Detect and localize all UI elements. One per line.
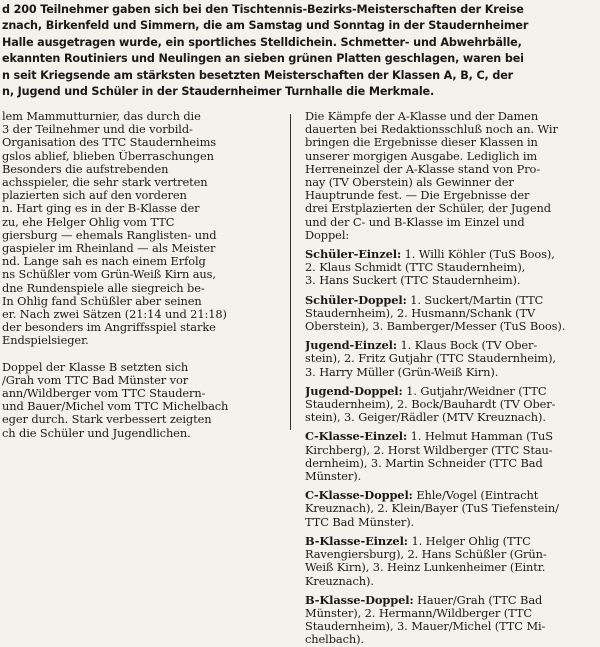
result-line [305, 575, 596, 588]
text-line: er. Nach zwei Sätzen (21:14 und 21:18) [2, 308, 227, 322]
result-block [305, 288, 596, 334]
result-text: dernheim), 3. Martin Schneider (TTC Bad [305, 456, 543, 470]
text-line: achsspieler, die sehr stark vertreten [2, 176, 208, 190]
result-block [305, 588, 596, 647]
result-text: stein), 3. Geiger/Rädler (MTV Kreuznach). [305, 411, 546, 425]
result-line [305, 516, 596, 529]
result-text: Staudernheim), 2. Husmann/Schank (TV [305, 306, 536, 320]
text-line: Endspielsieger. [2, 334, 89, 348]
text-line: ann/Wildberger vom TTC Staudern- [2, 387, 206, 401]
lead-paragraph [2, 2, 594, 100]
text-line: ns Schüßler vom Grün-Weiß Kirn aus, [2, 268, 216, 282]
result-line [305, 561, 596, 574]
result-line [305, 430, 596, 443]
text-line: zu, ehe Helger Ohlig vom TTC [2, 215, 175, 229]
text-line: und der C- und B-Klasse im Einzel und [305, 215, 525, 229]
result-line [305, 248, 596, 261]
result-text: Kreuznach), 2. Klein/Bayer (TuS Tiefenstein/ [305, 502, 559, 516]
result-line [305, 385, 596, 398]
text-line: Besonders die aufstrebenden [2, 162, 169, 176]
text-line: n. Hart ging es in der B-Klasse der [2, 202, 200, 216]
result-text: Münster), 2. Hermann/Wildberger (TTC [305, 606, 532, 620]
result-block [305, 529, 596, 588]
result-line [305, 307, 596, 320]
result-text: TTC Bad Münster). [305, 515, 415, 529]
text-line: Organisation des TTC Staudernheims [2, 136, 217, 150]
right-column [291, 110, 596, 647]
result-text: chelbach). [305, 633, 364, 647]
result-line [305, 548, 596, 561]
result-category: B-Klasse-Einzel: [305, 534, 408, 548]
result-line [305, 444, 596, 457]
lead-line: znach, Birkenfeld und Simmern, die am Samstag und Sonntag in der Staudernheimer [2, 19, 529, 33]
text-line: der besonders im Angriffsspiel starke [2, 321, 216, 335]
result-text: Ehle/Vogel (Eintracht [412, 489, 539, 503]
result-text: Ravengiersburg), 2. Hans Schüßler (Grün- [305, 548, 547, 562]
text-line: Doppel: [305, 228, 350, 242]
text-line: Hauptrunde fest. — Die Ergebnisse der [305, 189, 530, 203]
result-line [305, 366, 596, 379]
result-line [305, 320, 596, 333]
result-category: Schüler-Doppel: [305, 293, 407, 307]
lead-line: d 200 Teilnehmer gaben sich bei den Tischtennis-Bezirks-Meisterschaften der Kreise [2, 3, 524, 16]
text-line: nay (TV Oberstein) als Gewinner der [305, 176, 514, 190]
result-text: 3. Hans Suckert (TTC Staudernheim). [305, 274, 521, 288]
text-line: gslos ablief, blieben Überraschungen [2, 149, 214, 163]
article-columns [2, 110, 596, 647]
result-text: Kreuznach). [305, 574, 374, 588]
lead-line: ekannten Routiniers und Neulingen an sieben grünen Platten geschlagen, waren bei [2, 52, 524, 66]
result-block [305, 379, 596, 425]
result-category: Jugend-Einzel: [305, 339, 397, 353]
text-line: lem Mammutturnier, das durch die [2, 110, 201, 123]
text-line: Doppel der Klasse B setzten sich [2, 360, 189, 374]
result-line [305, 607, 596, 620]
lead-line: n, Jugend und Schüler in der Staudernheimer Turnhalle die Merkmale. [2, 85, 435, 99]
result-text: 1. Klaus Bock (TV Ober- [397, 339, 538, 353]
result-line [305, 339, 596, 352]
text-line: nd. Lange sah es nach einem Erfolg [2, 255, 206, 269]
result-category: Schüler-Einzel: [305, 248, 402, 262]
text-line: gaspieler im Rheinland — als Meister [2, 242, 216, 256]
text-line: Die Kämpfe der A-Klasse und der Damen [305, 110, 539, 123]
result-line [305, 620, 596, 633]
result-line [305, 294, 596, 307]
result-line [305, 535, 596, 548]
result-line [305, 502, 596, 515]
result-category: B-Klasse-Doppel: [305, 593, 414, 607]
left-column [2, 110, 290, 643]
result-text: 1. Helger Ohlig (TTC [407, 534, 531, 548]
result-block [305, 483, 596, 529]
result-line [305, 352, 596, 365]
text-line: dauerten bei Redaktionsschluß noch an. Wir [305, 123, 558, 137]
text-line: Herreneinzel der A-Klasse stand von Pro- [305, 162, 541, 176]
result-text: stein), 2. Fritz Gutjahr (TTC Staudernheim), [305, 352, 556, 366]
result-line [305, 274, 596, 287]
text-line: In Ohlig fand Schüßler aber seinen [2, 294, 202, 308]
text-line: ch die Schüler und Jugendlichen. [2, 426, 191, 440]
result-line [305, 594, 596, 607]
text-line: giersburg — ehemals Ranglisten- und [2, 228, 217, 242]
result-block [305, 333, 596, 379]
result-line [305, 470, 596, 483]
text-line: dne Rundenspiele alle siegreich be- [2, 281, 205, 295]
text-line: und Bauer/Michel vom TTC Michelbach [2, 400, 229, 414]
result-text: 1. Gutjahr/Weidner (TTC [402, 384, 547, 398]
result-text: 1. Suckert/Martin (TTC [406, 293, 544, 307]
result-line [305, 261, 596, 274]
result-text: Staudernheim), 3. Mauer/Michel (TTC Mi- [305, 620, 546, 634]
result-text: 1. Helmut Hamman (TuS [407, 430, 553, 444]
result-text: 3. Harry Müller (Grün-Weiß Kirn). [305, 365, 499, 379]
result-text: Oberstein), 3. Bamberger/Messer (TuS Boos). [305, 320, 566, 334]
text-line: drei Erstplazierten der Schüler, der Jugend [305, 202, 551, 216]
text-line: eger durch. Stark verbessert zeigten [2, 413, 212, 427]
lead-line: n seit Kriegsende am stärksten besetzten Meisterschaften der Klassen A, B, C, der [2, 68, 514, 82]
result-text: 1. Willi Köhler (TuS Boos), [401, 248, 555, 262]
text-line: /Grah vom TTC Bad Münster vor [2, 373, 189, 387]
results-intro [305, 110, 596, 242]
results-list [305, 242, 596, 646]
result-text: Kirchberg), 2. Horst Wildberger (TTC Stau- [305, 443, 553, 457]
result-line [305, 411, 596, 424]
result-line [305, 457, 596, 470]
result-text: Weiß Kirn), 3. Heinz Lunkenheimer (Eintr. [305, 561, 546, 575]
result-text: Münster). [305, 470, 362, 484]
text-line: 3 der Teilnehmer und die vorbild- [2, 123, 193, 137]
result-category: C-Klasse-Einzel: [305, 430, 408, 444]
result-text: Staudernheim), 2. Bock/Bauhardt (TV Ober- [305, 398, 556, 412]
result-line [305, 633, 596, 646]
result-line [305, 398, 596, 411]
result-category: Jugend-Doppel: [305, 384, 403, 398]
result-line [305, 489, 596, 502]
paragraph-gap [2, 348, 284, 361]
text-line: plazierten sich auf den vorderen [2, 189, 187, 203]
result-category: C-Klasse-Doppel: [305, 489, 413, 503]
result-block [305, 424, 596, 483]
text-line: unserer morgigen Ausgabe. Lediglich im [305, 149, 538, 163]
result-text: Hauer/Grah (TTC Bad [413, 593, 543, 607]
result-block [305, 242, 596, 288]
text-line: bringen die Ergebnisse dieser Klassen in [305, 136, 538, 150]
result-text: 2. Klaus Schmidt (TTC Staudernheim), [305, 261, 526, 275]
lead-line: Halle ausgetragen wurde, ein sportliches Stelldichein. Schmetter- und Abwehrbälle, [2, 35, 522, 49]
